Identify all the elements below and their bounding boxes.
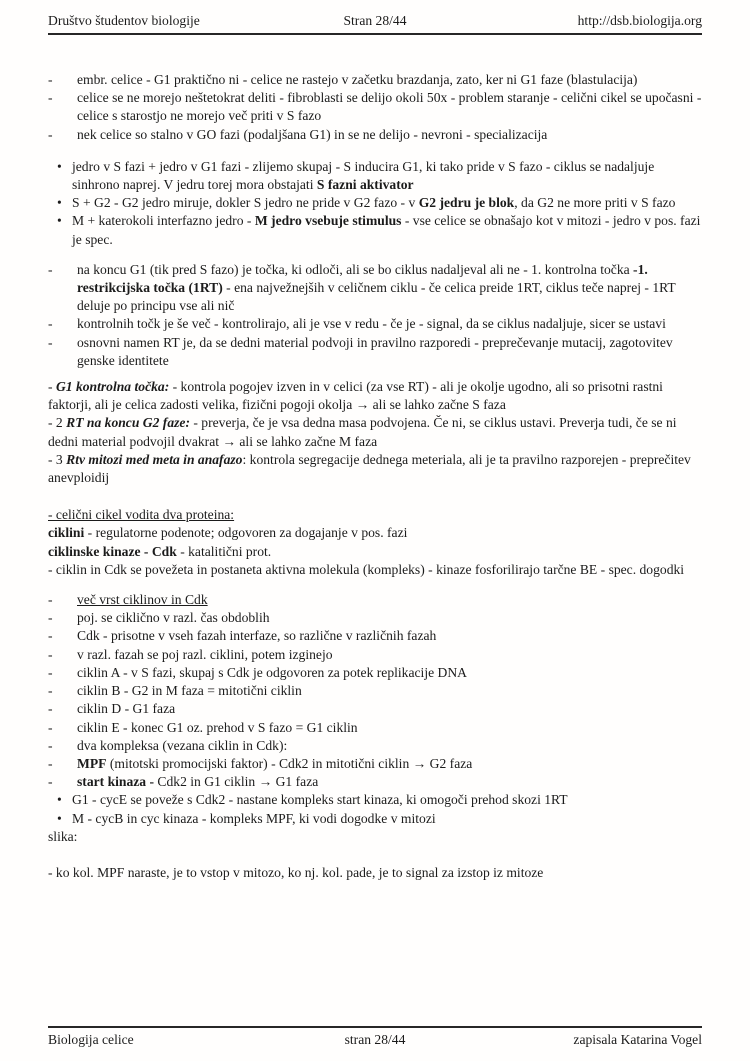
paragraph [48, 506, 703, 524]
list-item [48, 664, 703, 682]
list-item-text [72, 159, 654, 192]
list-item-text [77, 90, 701, 123]
list-item-text [77, 610, 270, 625]
text-segment: slika: [48, 828, 78, 844]
footer-page-number: stran 28/44 [344, 1031, 406, 1047]
text-segment: M - cycB in cyc kinaza - kompleks MPF, ki vodi dogodke v mitozi [72, 810, 436, 826]
list-item-text [77, 683, 302, 698]
list-item [48, 89, 703, 125]
list-item [48, 126, 703, 144]
list-item-text [77, 335, 673, 368]
text-segment: - kontrola pogojev izven in v celici (za vse RT) - ali je okolje ugodno, ali so prisotni rastni faktorji, ali je celica zadosti velika, fizični pogoji okolja → ali se lahko začne S faza [48, 379, 663, 413]
text-segment: (mitotski promocijski faktor) - Cdk2 in mitotični ciklin → G2 faza [106, 755, 473, 771]
list-item-text [72, 811, 436, 826]
dash-marker: - [48, 592, 53, 608]
list-item-text [77, 127, 547, 142]
text-segment: - 2 [48, 415, 67, 431]
text-segment: poj. se ciklično v razl. čas obdoblih [77, 610, 270, 626]
list-item-text [72, 195, 675, 210]
text-segment: - regulatorne podenote; odgovoren za dogajanje v pos. fazi [84, 525, 408, 541]
list-block [48, 261, 703, 370]
document-body [48, 71, 703, 882]
paragraph [48, 451, 703, 487]
text-segment: -1. restrikcijska točka (1RT) [77, 261, 648, 296]
list-item [48, 700, 703, 718]
footer-author: zapisala Katarina Vogel [573, 1031, 702, 1047]
header-society-name: Društvo študentov biologije [48, 13, 200, 28]
text-segment: ciklin A - v S fazi, skupaj s Cdk je odgovoren za potek replikacije DNA [77, 664, 467, 680]
text-segment: v razl. fazah se poj razl. ciklini, potem izginejo [77, 646, 333, 662]
list-item [48, 773, 703, 791]
dash-marker: - [48, 316, 53, 332]
text-segment: več vrst ciklinov in Cdk [77, 592, 208, 608]
text-segment: M jedro vsebuje stimulus [254, 213, 402, 229]
bullet-marker: • [57, 195, 62, 211]
text-segment: ciklin E - konec G1 oz. prehod v S fazo = G1 ciklin [77, 719, 358, 735]
list-item [48, 791, 703, 809]
dash-marker: - [48, 610, 53, 626]
text-segment: - vse celice se obnašajo kot v mitozi - jedro v pos. fazi je spec. [72, 213, 701, 247]
text-segment: celice se ne morejo neštetokrat deliti - fibroblasti se delijo okoli 50x - problem staranje - celični cikel se upočasni - celice s starostjo ne morejo več priti v S fazo [77, 90, 702, 124]
text-segment: ciklin B - G2 in M faza = mitotični ciklin [77, 683, 302, 699]
text-segment: : kontrola segregacije dednega meteriala, ali je ta pravilno razporejen - preprečitev anevploidij [48, 451, 691, 486]
text-segment: ciklinske kinaze - Cdk [48, 543, 177, 559]
list-item [48, 755, 703, 773]
list-block [48, 158, 703, 249]
text-segment: - [48, 379, 56, 395]
list-item-text [72, 792, 568, 807]
text-segment: G2 jedru je blok [418, 195, 515, 211]
text-segment: , da G2 ne more priti v S fazo [514, 195, 676, 211]
page-header [48, 12, 702, 35]
text-segment: embr. celice - G1 praktično ni - celice ne rastejo v začetku brazdanja, zato, ker ni G1 faze (blastulacija) [77, 72, 638, 87]
list-item [48, 609, 703, 627]
list-item-text [77, 647, 333, 662]
list-item [48, 627, 703, 645]
list-item-text [77, 592, 208, 607]
dash-marker: - [48, 774, 53, 790]
paragraph [48, 524, 703, 542]
text-segment: S + G2 - G2 jedro miruje, dokler S jedro ne pride v G2 fazo - v [72, 195, 419, 211]
text-segment: ciklini [48, 525, 85, 541]
page-footer [48, 1026, 702, 1049]
dash-marker: - [48, 683, 53, 699]
dash-marker: - [48, 334, 53, 350]
list-item [48, 261, 703, 316]
text-segment: nek celice so stalno v GO fazi (podaljšana G1) in se ne delijo - nevroni - specializacija [77, 126, 548, 142]
list-item-text [77, 628, 436, 643]
text-segment: dva kompleksa (vezana ciklin in Cdk): [77, 737, 288, 753]
dash-marker: - [48, 664, 53, 680]
bullet-marker: • [57, 213, 62, 229]
text-segment: M + katerokoli interfazno jedro - [72, 213, 255, 229]
paragraph [48, 378, 703, 414]
text-segment: ciklin D - G1 faza [77, 701, 176, 717]
text-segment: - celični cikel vodita dva proteina: [48, 507, 235, 523]
bullet-marker: • [57, 810, 62, 826]
list-item [48, 591, 703, 609]
text-segment: - preverja, če je vsa dedna masa podvojena. Če ni, se ciklus ustavi. Preverja tudi, če se ni dedni material podvojil dvakrat → ali se lahko začne M faza [48, 415, 677, 449]
bullet-marker: • [57, 792, 62, 808]
list-item [48, 737, 703, 755]
list-item [48, 194, 703, 212]
dash-marker: - [48, 646, 53, 662]
list-item [48, 719, 703, 737]
text-segment: S fazni aktivator [316, 177, 414, 193]
list-item [48, 315, 703, 333]
text-segment: Cdk2 in G1 ciklin → G1 faza [154, 774, 319, 790]
paragraph [48, 414, 703, 450]
text-segment: RT na koncu G2 faze: [66, 415, 190, 431]
list-block [48, 591, 703, 828]
paragraph [48, 864, 703, 882]
list-item [48, 212, 703, 248]
list-item [48, 682, 703, 700]
dash-marker: - [48, 126, 53, 142]
text-segment: osnovni namen RT je, da se dedni material podvoji in pravilno razporedi - preprečevanje mutacij, zagotovitev genske identitete [77, 334, 673, 368]
dash-marker: - [48, 701, 53, 717]
list-item-text [72, 213, 700, 246]
dash-marker: - [48, 72, 53, 87]
dash-marker: - [48, 719, 53, 735]
text-segment: start kinaza - [77, 774, 155, 790]
list-item-text [77, 316, 666, 331]
list-item-text [77, 738, 287, 753]
dash-marker: - [48, 90, 53, 106]
list-item [48, 810, 703, 828]
dash-marker: - [48, 261, 53, 277]
list-item [48, 334, 703, 370]
list-item-text [77, 774, 318, 789]
list-block [48, 71, 703, 144]
list-item-text [77, 72, 637, 87]
text-segment: - katalitični prot. [176, 543, 272, 559]
dash-marker: - [48, 737, 53, 753]
dash-marker: - [48, 628, 53, 644]
text-segment: - ciklin in Cdk se povežeta in postaneta aktivna molekula (kompleks) - kinaze fosforilirajo tarčne BE - spec. dogodki [48, 561, 685, 577]
text-segment: jedro v S fazi + jedro v G1 fazi - zlijemo skupaj - S inducira G1, ki tako pride v S fazo - ciklus se nadaljuje sinhrono naprej. V jedru torej mora obstajati [72, 158, 655, 193]
text-segment: kontrolnih točk je še več - kontrolirajo, ali je vse v redu - če je - signal, da se ciklus nadaljuje, sicer se ustavi [77, 316, 666, 332]
list-item-text [77, 262, 675, 313]
text-segment: - ena najvežnejših v celičnem ciklu - če celica preide 1RT, ciklus teče naprej - 1RT deluje po principu vse ali nič [77, 280, 676, 314]
text-segment: G1 - cycE se poveže s Cdk2 - nastane kompleks start kinaza, ki omogoči prehod skozi 1RT [72, 792, 568, 808]
list-item [48, 71, 703, 89]
dash-marker: - [48, 755, 53, 771]
text-segment: Cdk - prisotne v vseh fazah interfaze, so različne v različnih fazah [77, 628, 437, 644]
text-segment: - 3 [48, 451, 67, 467]
text-segment: Rtv mitozi med meta in anafazo [66, 451, 243, 467]
text-segment: na koncu G1 (tik pred S fazo) je točka, ki odloči, ali se bo ciklus nadaljeval ali ne - 1. kontrolna točka [77, 261, 634, 277]
list-item-text [77, 665, 467, 680]
text-segment: G1 kontrolna točka: [55, 379, 170, 395]
list-item [48, 158, 703, 194]
list-item-text [77, 720, 358, 735]
header-page-number: Stran 28/44 [343, 13, 407, 28]
text-segment: - ko kol. MPF naraste, je to vstop v mitozo, ko nj. kol. pade, je to signal za izstop iz mitoze [48, 864, 544, 880]
bullet-marker: • [57, 158, 62, 174]
paragraph [48, 828, 703, 846]
header-url: http://dsb.biologija.org [577, 13, 702, 28]
text-segment: MPF [77, 755, 107, 771]
paragraph [48, 561, 703, 579]
footer-course-title: Biologija celice [48, 1031, 134, 1047]
list-item-text [77, 701, 175, 716]
list-item-text [77, 756, 472, 771]
paragraph [48, 543, 703, 561]
list-item [48, 646, 703, 664]
